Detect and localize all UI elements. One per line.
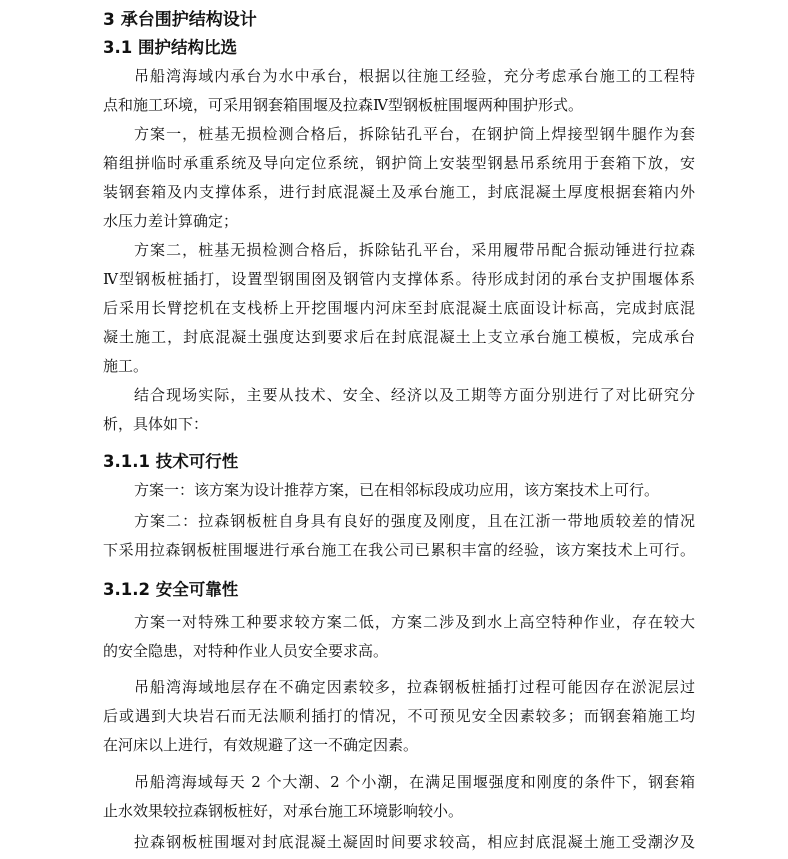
text-line: 方案二：拉森钢板桩自身具有良好的强度及刚度，且在江浙一带地质较差的情况	[134, 512, 695, 530]
text-line: 装钢套箱及内支撑体系，进行封底混凝土及承台施工，封底混凝土厚度根据套箱内外	[103, 183, 695, 201]
text-line: 后或遇到大块岩石而无法顺利插打的情况，不可预见安全因素较多；而钢套箱施工均	[103, 707, 695, 725]
section-heading-3-1: 3.1 围护结构比选	[103, 38, 237, 57]
paragraph-safety-3	[103, 768, 695, 826]
paragraph-safety-1	[103, 608, 695, 666]
paragraph-scheme-one	[103, 120, 695, 236]
text-line: 下采用拉森钢板桩围堰进行承台施工在我公司已累积丰富的经验，该方案技术上可行。	[103, 541, 695, 559]
text-line: 在河床以上进行，有效规避了这一不确定因素。	[103, 736, 419, 754]
paragraph-comparison-intro	[103, 381, 695, 439]
paragraph-safety-4	[103, 828, 695, 857]
text-line: 吊船湾海域内承台为水中承台，根据以往施工经验，充分考虑承台施工的工程特	[134, 67, 695, 85]
section-heading-3-1-2: 3.1.2 安全可靠性	[103, 580, 239, 599]
text-line: 后采用长臂挖机在支栈桥上开挖围堰内河床至封底混凝土底面设计标高，完成封底混	[103, 299, 695, 317]
text-line: Ⅳ型钢板桩插打，设置型钢围囹及钢管内支撑体系。待形成封闭的承台支护围堰体系	[103, 270, 695, 288]
text-line: 水压力差计算确定；	[103, 212, 239, 230]
text-line: 吊船湾海域每天 2 个大潮、2 个小潮，在满足围堰强度和刚度的条件下，钢套箱	[134, 773, 695, 791]
text-line: 方案一对特殊工种要求较方案二低，方案二涉及到水上高空特种作业，存在较大	[134, 613, 695, 631]
text-line: 结合现场实际，主要从技术、安全、经济以及工期等方面分别进行了对比研究分	[134, 386, 695, 404]
text-line: 方案二，桩基无损检测合格后，拆除钻孔平台，采用履带吊配合振动锤进行拉森	[134, 241, 695, 259]
paragraph-tech-scheme-two	[103, 507, 695, 565]
text-line: 点和施工环境，可采用钢套箱围堰及拉森Ⅳ型钢板桩围堰两种围护形式。	[103, 96, 583, 114]
text-line: 吊船湾海域地层存在不确定因素较多，拉森钢板桩插打过程可能因存在淤泥层过	[134, 678, 695, 696]
paragraph-safety-2	[103, 673, 695, 760]
text-line: 凝土施工，封底混凝土强度达到要求后在封底混凝土上支立承台施工模板，完成承台	[103, 328, 695, 346]
paragraph-intro	[103, 62, 695, 120]
text-line: 止水效果较拉森钢板桩好，对承台施工环境影响较小。	[103, 802, 464, 820]
text-line: 施工。	[103, 357, 149, 375]
chapter-title: 3 承台围护结构设计	[103, 10, 257, 30]
text-line: 方案一，桩基无损检测合格后，拆除钻孔平台，在钢护筒上焊接型钢牛腿作为套	[134, 125, 695, 143]
text-line: 析，具体如下：	[103, 415, 209, 433]
text-line: 的安全隐患，对特种作业人员安全要求高。	[103, 642, 389, 660]
section-heading-3-1-1: 3.1.1 技术可行性	[103, 452, 239, 471]
paragraph-tech-scheme-one	[103, 476, 695, 505]
text-line: 拉森钢板桩围堰对封底混凝土凝固时间要求较高，相应封底混凝土施工受潮汐及	[134, 833, 695, 851]
paragraph-scheme-two	[103, 236, 695, 381]
text-line: 箱组拼临时承重系统及导向定位系统，钢护筒上安装型钢悬吊系统用于套箱下放，安	[103, 154, 695, 172]
text-line: 方案一：该方案为设计推荐方案，已在相邻标段成功应用，该方案技术上可行。	[134, 481, 660, 499]
